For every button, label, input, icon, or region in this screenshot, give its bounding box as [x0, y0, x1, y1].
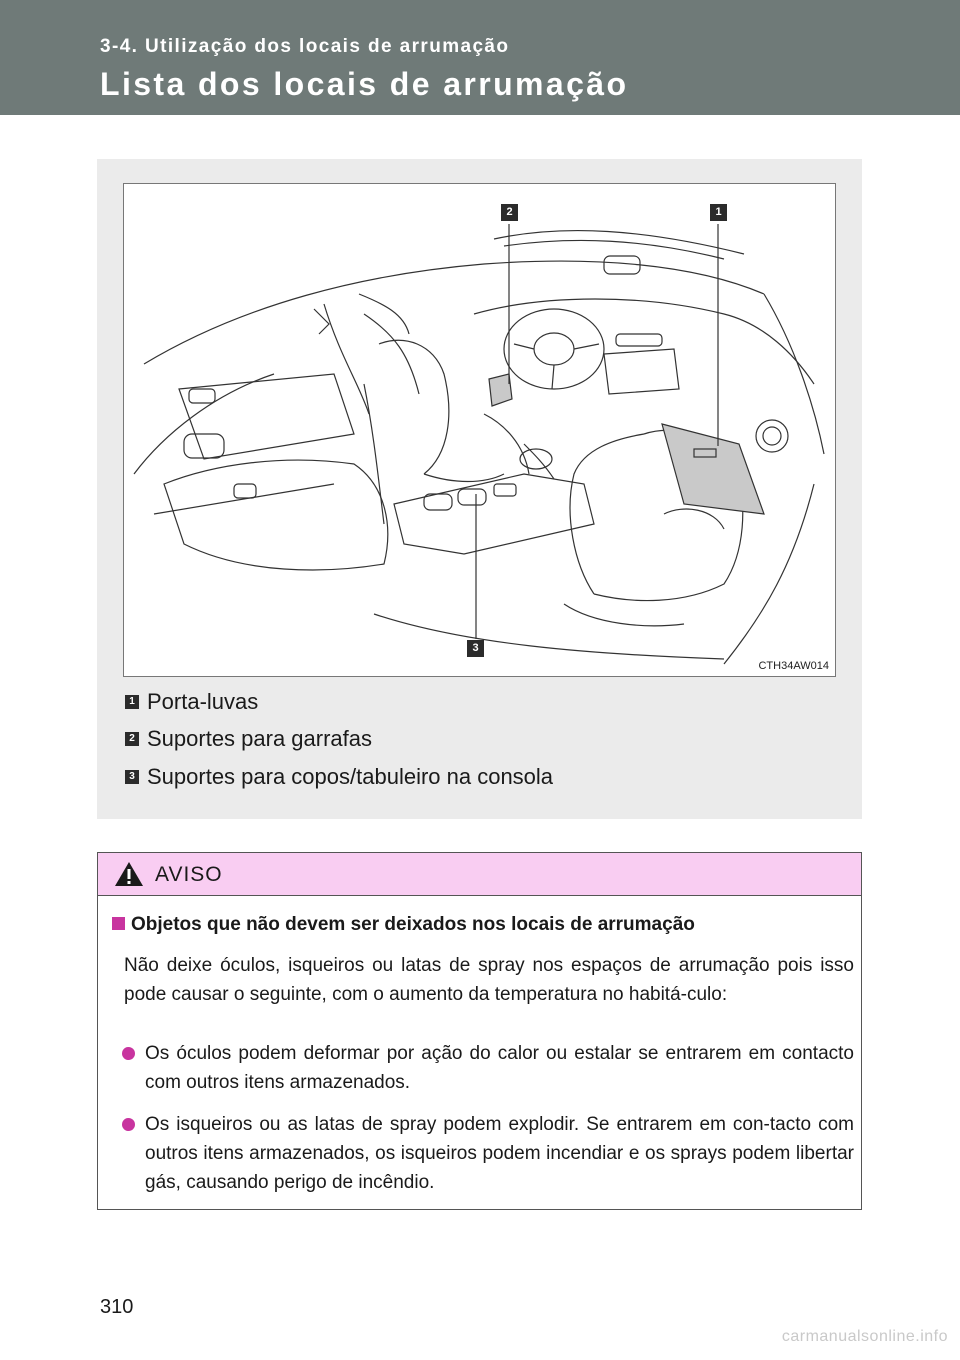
legend-number-badge: 1: [125, 695, 139, 709]
page-title: Lista dos locais de arrumação: [100, 66, 629, 102]
car-interior-drawing: [124, 184, 835, 676]
legend-label: Porta-luvas: [147, 688, 259, 714]
callout-2: 2: [501, 204, 518, 221]
bullet-dot-icon: [122, 1047, 135, 1060]
warning-heading: [112, 914, 695, 936]
warning-triangle-icon: [114, 861, 144, 887]
bullet-text: Os isqueiros ou as latas de spray podem explodir. Se entrarem em con-tacto com outros itens armazenados, os isqueiros podem incendiar e os sprays podem libertar gás, causando perigo de incêndio.: [145, 1114, 854, 1193]
legend-number-badge: 3: [125, 770, 139, 784]
warning-label: AVISO: [155, 863, 223, 886]
legend-item: [125, 683, 553, 721]
car-interior-illustration: [123, 183, 836, 677]
callout-1: 1: [710, 204, 727, 221]
warning-header: [98, 853, 861, 896]
callout-3: 3: [467, 640, 484, 657]
square-bullet-icon: [112, 917, 125, 930]
page-number: 310: [100, 1296, 134, 1318]
watermark: carmanualsonline.info: [781, 1328, 948, 1345]
warning-heading-text: Objetos que não devem ser deixados nos locais de arrumação: [131, 914, 695, 935]
warning-bullet: [122, 1039, 854, 1097]
legend-item: [125, 721, 553, 759]
bullet-text: Os óculos podem deformar por ação do calor ou estalar se entrarem em contacto com outros itens armazenados.: [145, 1043, 854, 1093]
figure-code: CTH34AW014: [758, 660, 829, 672]
page-header: [0, 0, 960, 115]
legend-number-badge: 2: [125, 732, 139, 746]
glove-box-shape: [662, 424, 764, 514]
warning-box: [97, 852, 862, 1210]
bullet-dot-icon: [122, 1118, 135, 1131]
section-title: 3-4. Utilização dos locais de arrumação: [100, 36, 510, 57]
legend-item: [125, 758, 553, 796]
figure-legend: [125, 683, 553, 796]
legend-label: Suportes para copos/tabuleiro na consola: [147, 763, 554, 789]
warning-bullet: [122, 1110, 854, 1197]
figure-panel: [97, 159, 862, 819]
warning-paragraph: Não deixe óculos, isqueiros ou latas de spray nos espaços de arrumação pois isso pode causar o seguinte, com o aumento da temperatura no habitá-culo:: [124, 955, 854, 1005]
legend-label: Suportes para garrafas: [147, 726, 373, 752]
